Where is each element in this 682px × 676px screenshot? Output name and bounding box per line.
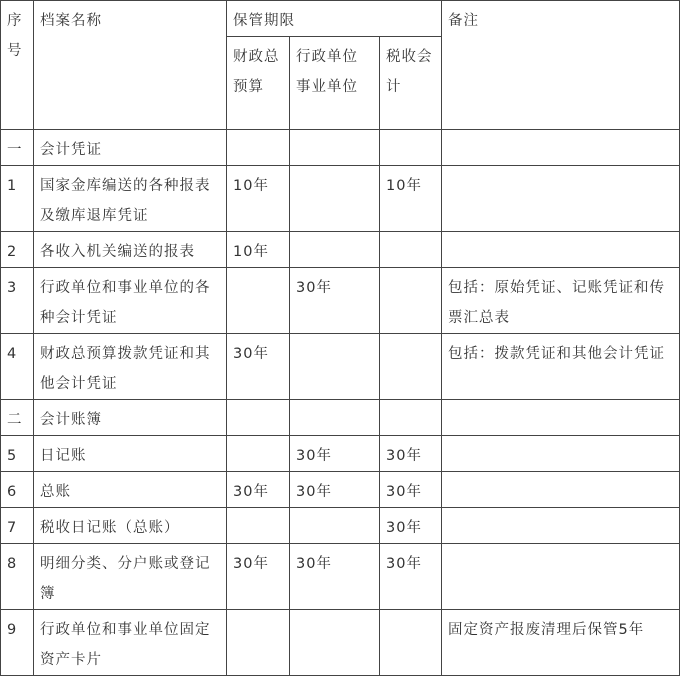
- cell-admin: 30年: [290, 472, 380, 508]
- cell-seq: 一: [1, 130, 34, 166]
- cell-finance: [227, 268, 290, 334]
- cell-seq: 二: [1, 400, 34, 436]
- cell-admin: [290, 232, 380, 268]
- cell-seq: 3: [1, 268, 34, 334]
- cell-name: 行政单位和事业单位的各种会计凭证: [34, 268, 227, 334]
- table-row: [1, 232, 680, 268]
- header-row: [1, 1, 680, 37]
- cell-remark: [442, 130, 680, 166]
- cell-remark: 包括：拨款凭证和其他会计凭证: [442, 334, 680, 400]
- cell-name: 税收日记账（总账）: [34, 508, 227, 544]
- cell-finance: [227, 436, 290, 472]
- cell-finance: [227, 130, 290, 166]
- cell-tax: 30年: [380, 472, 442, 508]
- cell-seq: 4: [1, 334, 34, 400]
- table-row: [1, 130, 680, 166]
- cell-admin: 30年: [290, 268, 380, 334]
- cell-tax: [380, 610, 442, 676]
- cell-seq: 7: [1, 508, 34, 544]
- header-remark: 备注: [442, 1, 680, 130]
- cell-name: 日记账: [34, 436, 227, 472]
- cell-tax: [380, 268, 442, 334]
- cell-remark: [442, 436, 680, 472]
- cell-admin: [290, 130, 380, 166]
- cell-finance: [227, 610, 290, 676]
- cell-name: 财政总预算拨款凭证和其他会计凭证: [34, 334, 227, 400]
- cell-finance: 30年: [227, 472, 290, 508]
- cell-name: 行政单位和事业单位固定资产卡片: [34, 610, 227, 676]
- cell-tax: 10年: [380, 166, 442, 232]
- cell-name: 各收入机关编送的报表: [34, 232, 227, 268]
- cell-finance: 30年: [227, 334, 290, 400]
- header-seq: [1, 1, 34, 130]
- cell-seq: 6: [1, 472, 34, 508]
- cell-seq: 2: [1, 232, 34, 268]
- table-row: [1, 508, 680, 544]
- cell-remark: 包括：原始凭证、记账凭证和传票汇总表: [442, 268, 680, 334]
- cell-seq: 9: [1, 610, 34, 676]
- cell-admin: 30年: [290, 436, 380, 472]
- cell-admin: [290, 610, 380, 676]
- header-seq-label: 序号: [7, 13, 23, 59]
- cell-finance: 10年: [227, 232, 290, 268]
- cell-remark: [442, 544, 680, 610]
- cell-remark: [442, 508, 680, 544]
- cell-admin: [290, 400, 380, 436]
- cell-name: 会计账簿: [34, 400, 227, 436]
- cell-tax: [380, 232, 442, 268]
- header-name: 档案名称: [34, 1, 227, 130]
- cell-remark: [442, 166, 680, 232]
- cell-finance: [227, 400, 290, 436]
- cell-tax: [380, 130, 442, 166]
- cell-admin: [290, 334, 380, 400]
- table-row: [1, 268, 680, 334]
- cell-tax: [380, 400, 442, 436]
- cell-remark: [442, 232, 680, 268]
- cell-name: 总账: [34, 472, 227, 508]
- subheader-finance-label: 财政总预算: [233, 49, 280, 95]
- table-row: [1, 472, 680, 508]
- subheader-admin: [290, 37, 380, 130]
- cell-tax: [380, 334, 442, 400]
- cell-tax: 30年: [380, 508, 442, 544]
- cell-remark: [442, 472, 680, 508]
- table-row: [1, 166, 680, 232]
- cell-name: 会计凭证: [34, 130, 227, 166]
- cell-finance: [227, 508, 290, 544]
- subheader-finance: [227, 37, 290, 130]
- table-row: [1, 334, 680, 400]
- cell-admin: [290, 166, 380, 232]
- subheader-tax: [380, 37, 442, 130]
- cell-admin: [290, 508, 380, 544]
- header-period: 保管期限: [227, 1, 442, 37]
- cell-finance: 30年: [227, 544, 290, 610]
- cell-name: 国家金库编送的各种报表及缴库退库凭证: [34, 166, 227, 232]
- table-row: [1, 544, 680, 610]
- cell-tax: 30年: [380, 544, 442, 610]
- subheader-tax-label: 税收会计: [386, 49, 433, 95]
- subheader-admin-label: 行政单位事业单位: [296, 49, 358, 95]
- cell-tax: 30年: [380, 436, 442, 472]
- cell-name: 明细分类、分户账或登记簿: [34, 544, 227, 610]
- cell-seq: 5: [1, 436, 34, 472]
- cell-seq: 8: [1, 544, 34, 610]
- table-row: [1, 400, 680, 436]
- table-row: [1, 436, 680, 472]
- cell-remark: 固定资产报废清理后保管5年: [442, 610, 680, 676]
- cell-admin: 30年: [290, 544, 380, 610]
- cell-remark: [442, 400, 680, 436]
- cell-seq: 1: [1, 166, 34, 232]
- cell-finance: 10年: [227, 166, 290, 232]
- table-row: [1, 610, 680, 676]
